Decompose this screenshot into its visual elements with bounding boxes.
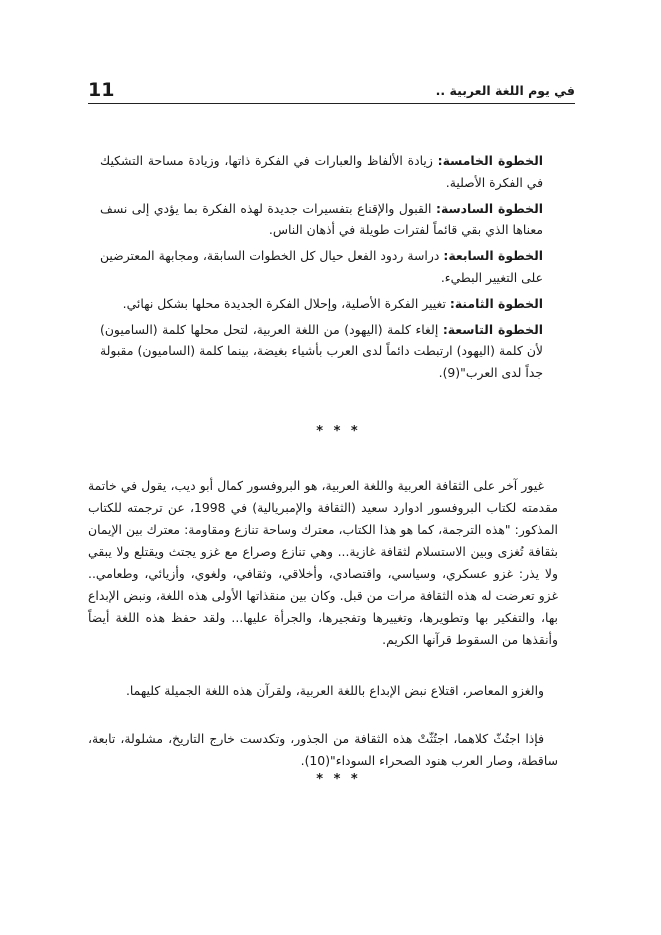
step-item xyxy=(100,319,543,384)
page-header xyxy=(88,78,575,104)
page-number: 11 xyxy=(88,79,115,101)
step-text: تغيير الفكرة الأصلية، وإحلال الفكرة الجديدة محلها بشكل نهائي. xyxy=(122,295,450,311)
step-label: الخطوة الثامنة: xyxy=(449,295,543,311)
section-separator: * * * xyxy=(316,772,361,787)
body-paragraph: والغزو المعاصر، اقتلاع نبض الإبداع باللغة العربية، ولقرآن هذه اللغة الجميلة كليهما. xyxy=(125,683,544,699)
step-label: الخطوة الخامسة: xyxy=(437,153,543,168)
step-label: الخطوة السادسة: xyxy=(435,200,543,216)
step-item xyxy=(100,150,543,194)
running-title: في يوم اللغة العربية .. xyxy=(435,83,575,98)
step-item xyxy=(100,198,543,242)
section-separator: * * * xyxy=(316,424,361,439)
step-text: القبول والإقناع بتفسيرات جديدة لهذه الفكرة بما يؤدي إلى نسف معناها الذي بقي قائماً لفترات طويلة في أذهان الناس. xyxy=(100,200,543,238)
step-text: إلغاء كلمة (اليهود) من اللغة العربية، لتحل محلها كلمة (الساميون) لأن كلمة (اليهود) ارتبطت دائماً لدى العرب بأشياء بغيضة، بينما كلمة (الساميون) مقبولة جداً لدى العرب"(9). xyxy=(100,321,543,381)
body-paragraph: غيور آخر على الثقافة العربية واللغة العربية، هو البروفسور كمال أبو ديب، يقول في خاتمة مقدمته لكتاب البروفسور ادوارد سعيد (الثقافة والإمبريالية) في 1998، عن ترجمته للكتاب المذكور: "هذه الترجمة، كما هو هذا الكتاب، معترك وساحة تنازع ومقاومة: معترك بين الإيمان بثقافة تُغزى وبين الاستسلام لثقافة غازية... وهي تنازع وصراع مع غزو يجتث ويقتلع ولا يبقي ولا يذر: غزو عسكري، وسياسي، واقتصادي، وأخلاقي، وثقافي، ولغوي، وأزيائي، وطعامي.. غزو تعرضت له هذه الثقافة مرات من قبل. وكان بين منقذاتها الأولى هذه اللغة، ونبض الإبداع بها، والتفكير بها وتطويرها، وتغييرها وتفجيرها، والجرأة عليها... ولقد حفظ هذه اللغة أيضاً وأنقذها من السقوط قرآنها الكريم. xyxy=(88,478,558,647)
step-text: زيادة الألفاظ والعبارات في الفكرة ذاتها، وزيادة مساحة التشكيك في الفكرة الأصلية. xyxy=(100,153,543,190)
step-text: دراسة ردود الفعل حيال كل الخطوات السابقة، ومجابهة المعترضين على التغيير البطيء. xyxy=(100,248,543,285)
header-rule xyxy=(88,103,575,104)
step-label: الخطوة التاسعة: xyxy=(442,321,544,337)
step-item xyxy=(100,293,543,315)
step-label: الخطوة السابعة: xyxy=(443,248,544,264)
body-paragraph: فإذا اجتُثّ كلاهما، اجتُثّتْ هذه الثقافة من الجذور، وتكدست خارج التاريخ، مشلولة، تابعة، ساقطة، وصار العرب هنود الصحراء السوداء"(10). xyxy=(88,731,558,769)
step-item xyxy=(100,245,543,289)
steps-list xyxy=(100,150,543,388)
